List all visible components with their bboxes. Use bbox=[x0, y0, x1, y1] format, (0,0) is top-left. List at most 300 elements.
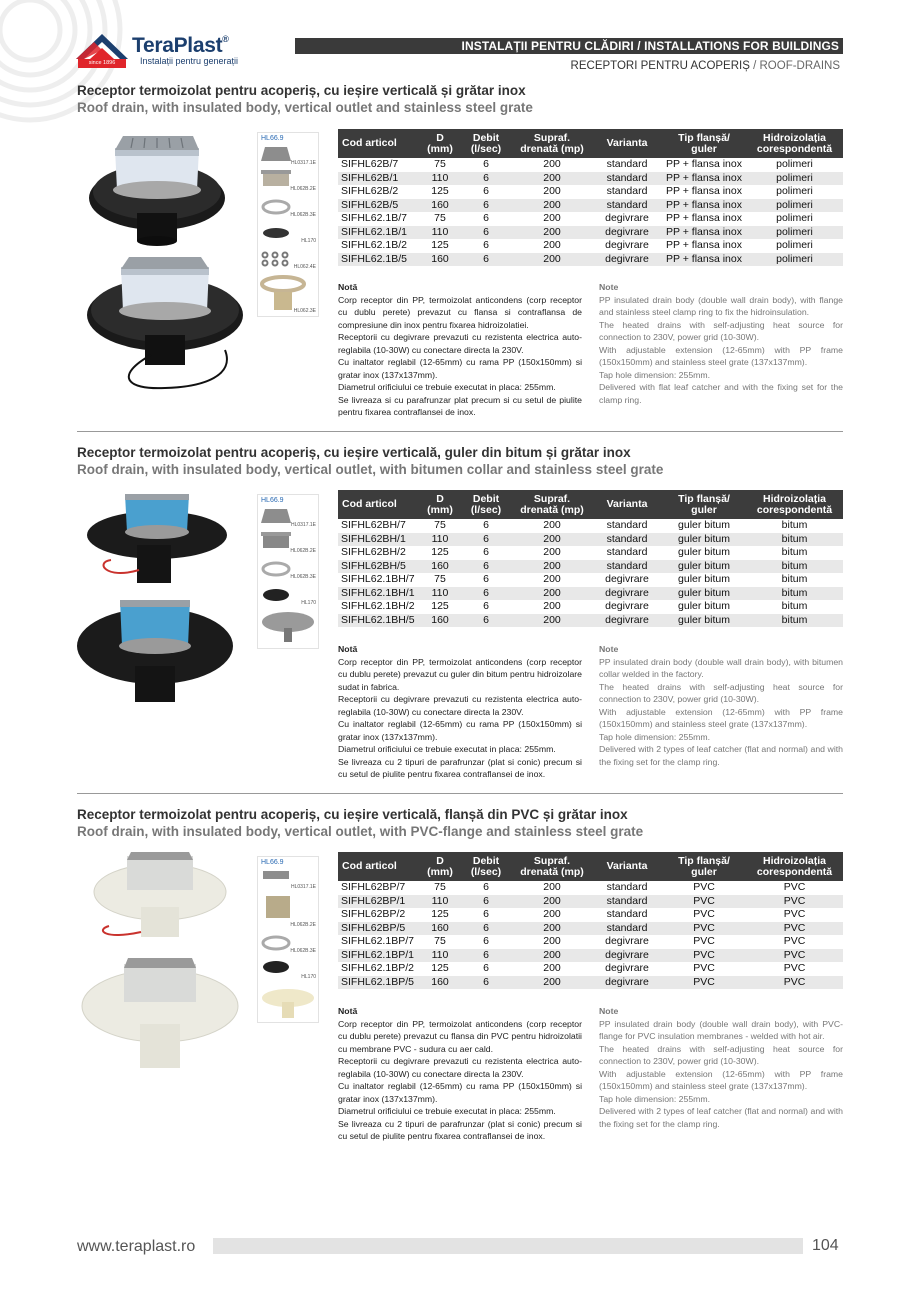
cell-suprafata: 200 bbox=[512, 922, 592, 936]
cell-varianta: standard bbox=[592, 533, 662, 547]
cell-debit: 6 bbox=[460, 199, 512, 213]
cell-suprafata: 200 bbox=[512, 253, 592, 267]
note-ro-1 bbox=[338, 281, 582, 419]
table-header-row bbox=[338, 852, 843, 881]
cell-d: 110 bbox=[420, 895, 460, 909]
cell-d: 75 bbox=[434, 158, 446, 170]
cell-debit: 6 bbox=[483, 239, 489, 251]
cell-hidroizolatia: PVC bbox=[783, 908, 806, 920]
thumb-leaf-catcher: HL170 bbox=[258, 956, 318, 982]
cell-tip-flansa: PP + flansa inox bbox=[666, 239, 742, 251]
col-varianta: Varianta bbox=[592, 852, 662, 881]
cell-cod-articol: SIFHL62B/5 bbox=[338, 199, 420, 213]
cell-hidroizolatia: bitum bbox=[781, 519, 808, 531]
cell-varianta: degivrare bbox=[592, 976, 662, 990]
spec-table-1 bbox=[338, 129, 843, 266]
note-line: Diametrul orificiului ce trebuie executat in placa: 255mm. bbox=[338, 1106, 556, 1116]
cell-varianta: degivrare bbox=[605, 935, 649, 947]
cell-debit: 6 bbox=[483, 158, 489, 170]
col-cod-articol: Cod articol bbox=[338, 490, 420, 519]
cell-hidroizolatia: polimeri bbox=[776, 185, 813, 197]
note-line: Tap hole dimension: 255mm. bbox=[599, 369, 711, 380]
cell-cod-articol: SIFHL62.1BH/5 bbox=[338, 614, 420, 628]
cell-debit: 6 bbox=[460, 253, 512, 267]
col-tip-flansa: Tip flanșă/ guler bbox=[662, 490, 746, 519]
note-ro-3 bbox=[338, 1005, 582, 1143]
cell-suprafata: 200 bbox=[512, 172, 592, 186]
cell-tip-flansa: guler bitum bbox=[678, 519, 730, 531]
cell-tip-flansa: PVC bbox=[662, 949, 746, 963]
section-divider bbox=[77, 431, 843, 432]
cell-debit: 6 bbox=[460, 895, 512, 909]
cell-varianta: standard bbox=[606, 546, 648, 558]
cell-varianta: standard bbox=[592, 922, 662, 936]
cell-varianta: standard bbox=[606, 881, 648, 893]
table-row bbox=[338, 976, 843, 990]
thumb-ring: HL062B.3E bbox=[258, 194, 318, 220]
section-title-en: Roof drain, with insulated body, vertical outlet, with bitumen collar and stainless steel grate bbox=[77, 462, 664, 477]
product-photo-drain-bitumen-small bbox=[85, 490, 235, 590]
note-line: Se livreaza cu 2 tipuri de parafrunzar (plat si conic) precum si cu setul de piulite pentru fixarea contraflansei de inox. bbox=[338, 1118, 582, 1141]
cell-d: 110 bbox=[420, 949, 460, 963]
cell-varianta: standard bbox=[606, 519, 648, 531]
spec-table-3 bbox=[338, 852, 843, 989]
cell-hidroizolatia: PVC bbox=[783, 962, 806, 974]
cell-cod-articol: SIFHL62B/7 bbox=[341, 158, 399, 170]
cell-cod-articol: SIFHL62BH/5 bbox=[338, 560, 420, 574]
product-photo-drain-pvc-small bbox=[85, 852, 235, 952]
cell-varianta: degivrare bbox=[592, 614, 662, 628]
col-varianta: Varianta bbox=[592, 490, 662, 519]
cell-tip-flansa: guler bitum bbox=[678, 546, 730, 558]
cell-hidroizolatia: PVC bbox=[746, 949, 843, 963]
note-heading: Note bbox=[599, 282, 619, 292]
cell-tip-flansa: PVC bbox=[662, 922, 746, 936]
table-row bbox=[338, 895, 843, 909]
col-suprafata: Supraf. drenată (mp) bbox=[512, 852, 592, 881]
cell-tip-flansa: PP + flansa inox bbox=[662, 199, 746, 213]
cell-hidroizolatia: PVC bbox=[783, 935, 806, 947]
cell-suprafata: 200 bbox=[512, 226, 592, 240]
cell-debit: 6 bbox=[460, 172, 512, 186]
cell-hidroizolatia: bitum bbox=[746, 587, 843, 601]
note-line: Delivered with 2 types of leaf catcher (flat and normal) and with the fixing set for the clamp ring. bbox=[599, 744, 843, 767]
cell-d: 125 bbox=[431, 239, 449, 251]
section-title-3 bbox=[77, 807, 843, 839]
table-row bbox=[338, 587, 843, 601]
table-header-row bbox=[338, 490, 843, 519]
cell-varianta: degivrare bbox=[592, 253, 662, 267]
cell-suprafata: 200 bbox=[543, 935, 561, 947]
accessory-thumbnails-1 bbox=[257, 132, 319, 317]
note-line: Corp receptor din PP, termoizolat anticondens (corp receptor cu dublu perete) prevazut cu flansa din PVC pentru hidroizolatii cu membrane PVC - sudura cu aer cald. bbox=[338, 1018, 582, 1054]
cell-cod-articol: SIFHL62.1BP/5 bbox=[338, 976, 420, 990]
col-tip-flansa: Tip flanșă/ guler bbox=[662, 129, 746, 158]
cell-tip-flansa: PVC bbox=[693, 881, 715, 893]
cell-varianta: degivrare bbox=[592, 587, 662, 601]
note-heading: Notă bbox=[338, 282, 358, 292]
cell-debit: 6 bbox=[460, 614, 512, 628]
cell-cod-articol: SIFHL62.1BH/2 bbox=[341, 600, 415, 612]
cell-cod-articol: SIFHL62BH/1 bbox=[338, 533, 420, 547]
cell-debit: 6 bbox=[483, 546, 489, 558]
thumb-grate: HL0317.1E bbox=[258, 142, 318, 168]
col-d: D (mm) bbox=[420, 129, 460, 158]
thumb-group-label: HL66.9 bbox=[261, 135, 284, 142]
cell-debit: 6 bbox=[460, 560, 512, 574]
table-row bbox=[338, 239, 843, 253]
col-debit: Debit (l/sec) bbox=[460, 852, 512, 881]
note-line: Se livreaza si cu parafrunzar plat precum si cu setul de piulite pentru fixarea contraflansei de inox. bbox=[338, 394, 582, 417]
cell-tip-flansa: PP + flansa inox bbox=[666, 212, 742, 224]
cell-cod-articol: SIFHL62.1BH/7 bbox=[341, 573, 415, 585]
note-ro-2 bbox=[338, 643, 582, 781]
cell-suprafata: 200 bbox=[543, 239, 561, 251]
cell-debit: 6 bbox=[483, 600, 489, 612]
note-en-2 bbox=[599, 643, 843, 768]
thumb-grate: HL0317.1E bbox=[258, 866, 318, 892]
cell-varianta: standard bbox=[606, 908, 648, 920]
cell-tip-flansa: PVC bbox=[662, 895, 746, 909]
table-row bbox=[338, 600, 843, 614]
section-title-ro: Receptor termoizolat pentru acoperiș, cu ieșire verticală, flanșă din PVC și grătar inox bbox=[77, 807, 628, 822]
cell-tip-flansa: guler bitum bbox=[662, 587, 746, 601]
note-line: Receptorii cu degivrare prevazuti cu rezistenta electrica auto-reglabila (10-30W) cu conectare directa la 230V. bbox=[338, 694, 582, 717]
cell-d: 110 bbox=[420, 533, 460, 547]
table-row bbox=[338, 533, 843, 547]
cell-varianta: standard bbox=[592, 560, 662, 574]
cell-tip-flansa: guler bitum bbox=[662, 560, 746, 574]
cell-d: 75 bbox=[434, 935, 446, 947]
col-d: D (mm) bbox=[420, 852, 460, 881]
cell-suprafata: 200 bbox=[543, 573, 561, 585]
cell-hidroizolatia: polimeri bbox=[746, 253, 843, 267]
cell-debit: 6 bbox=[483, 519, 489, 531]
cell-debit: 6 bbox=[460, 949, 512, 963]
cell-suprafata: 200 bbox=[512, 895, 592, 909]
cell-cod-articol: SIFHL62BP/1 bbox=[338, 895, 420, 909]
col-cod-articol: Cod articol bbox=[338, 129, 420, 158]
table-row bbox=[338, 158, 843, 172]
note-heading: Note bbox=[599, 644, 619, 654]
cell-tip-flansa: guler bitum bbox=[678, 573, 730, 585]
table-row bbox=[338, 560, 843, 574]
cell-hidroizolatia: polimeri bbox=[746, 226, 843, 240]
cell-d: 110 bbox=[420, 587, 460, 601]
note-line: PP insulated drain body (double wall drain body), with PVC-flange for PVC insulation membranes - welded with hot air. bbox=[599, 1018, 843, 1041]
note-line: Tap hole dimension: 255mm. bbox=[599, 731, 711, 742]
cell-suprafata: 200 bbox=[543, 546, 561, 558]
note-line: With adjustable extension (12-65mm) with PP frame (150x150mm) and stainless steel grate (137x137mm). bbox=[599, 706, 843, 729]
cell-cod-articol: SIFHL62.1BP/1 bbox=[338, 949, 420, 963]
thumb-ring: HL062B.3E bbox=[258, 556, 318, 582]
cell-suprafata: 200 bbox=[512, 560, 592, 574]
table-row bbox=[338, 908, 843, 922]
col-suprafata: Supraf. drenată (mp) bbox=[512, 490, 592, 519]
cell-hidroizolatia: bitum bbox=[746, 560, 843, 574]
note-line: Tap hole dimension: 255mm. bbox=[599, 1093, 711, 1104]
cell-varianta: degivrare bbox=[605, 573, 649, 585]
cell-d: 160 bbox=[420, 253, 460, 267]
cell-hidroizolatia: polimeri bbox=[776, 212, 813, 224]
cell-hidroizolatia: polimeri bbox=[746, 199, 843, 213]
table-row bbox=[338, 935, 843, 949]
cell-varianta: degivrare bbox=[605, 962, 649, 974]
cell-hidroizolatia: PVC bbox=[746, 895, 843, 909]
cell-d: 75 bbox=[434, 519, 446, 531]
cell-cod-articol: SIFHL62B/1 bbox=[338, 172, 420, 186]
note-line: The heated drains with self-adjusting heat source for connection to 230V, power grid (10-30W). bbox=[599, 319, 843, 342]
cell-cod-articol: SIFHL62.1BH/1 bbox=[338, 587, 420, 601]
cell-hidroizolatia: polimeri bbox=[746, 172, 843, 186]
note-line: Corp receptor din PP, termoizolat anticondens (corp receptor cu dublu perete) prevazut cu guler din bitum pentru hidroizolare sudat in fabrica. bbox=[338, 656, 582, 692]
cell-varianta: standard bbox=[606, 185, 648, 197]
logo-brand-name: TeraPlast® bbox=[132, 34, 229, 57]
table-header-row bbox=[338, 129, 843, 158]
cell-hidroizolatia: PVC bbox=[746, 976, 843, 990]
thumb-extension: HL062B.2E bbox=[258, 168, 318, 194]
section-divider bbox=[77, 793, 843, 794]
note-en-1 bbox=[599, 281, 843, 406]
col-hidroizolatia: Hidroizolația corespondentă bbox=[746, 490, 843, 519]
cell-d: 160 bbox=[420, 922, 460, 936]
cell-tip-flansa: PVC bbox=[693, 908, 715, 920]
cell-debit: 6 bbox=[460, 922, 512, 936]
cell-d: 110 bbox=[420, 172, 460, 186]
cell-cod-articol: SIFHL62BP/2 bbox=[341, 908, 406, 920]
cell-tip-flansa: PVC bbox=[693, 935, 715, 947]
note-line: Delivered with 2 types of leaf catcher (flat and normal) and with the fixing set for the clamp ring. bbox=[599, 1106, 843, 1129]
cell-d: 160 bbox=[420, 614, 460, 628]
footer-bar bbox=[213, 1238, 803, 1254]
table-row bbox=[338, 199, 843, 213]
thumb-extension: HL062B.2E bbox=[258, 530, 318, 556]
logo-roof-icon bbox=[76, 34, 128, 59]
thumb-extension: HL062B.2E bbox=[258, 892, 318, 930]
cell-cod-articol: SIFHL62.1B/7 bbox=[341, 212, 407, 224]
col-debit: Debit (l/sec) bbox=[460, 490, 512, 519]
cell-cod-articol: SIFHL62BH/7 bbox=[341, 519, 406, 531]
thumb-clamp-ring: HL062.3E bbox=[258, 272, 318, 316]
cell-cod-articol: SIFHL62.1B/1 bbox=[338, 226, 420, 240]
cell-tip-flansa: PP + flansa inox bbox=[662, 226, 746, 240]
note-en-3 bbox=[599, 1005, 843, 1130]
note-line: Se livreaza cu 2 tipuri de parafrunzar (plat si conic) precum si cu setul de piulite pentru fixarea contraflansei de inox. bbox=[338, 756, 582, 779]
cell-suprafata: 200 bbox=[543, 600, 561, 612]
thumb-group-label: HL66.9 bbox=[261, 859, 284, 866]
table-row bbox=[338, 546, 843, 560]
cell-suprafata: 200 bbox=[512, 533, 592, 547]
note-line: PP insulated drain body (double wall drain body), with flange and stainless steel clamp ring to fix the hidroinsulation. bbox=[599, 294, 843, 317]
cell-cod-articol: SIFHL62BP/5 bbox=[338, 922, 420, 936]
table-row bbox=[338, 962, 843, 976]
logo-tagline: Instalații pentru generații bbox=[140, 56, 239, 66]
cell-varianta: degivrare bbox=[605, 212, 649, 224]
col-d: D (mm) bbox=[420, 490, 460, 519]
cell-cod-articol: SIFHL62B/2 bbox=[341, 185, 399, 197]
cell-tip-flansa: guler bitum bbox=[678, 600, 730, 612]
cell-debit: 6 bbox=[483, 908, 489, 920]
cell-hidroizolatia: bitum bbox=[781, 546, 808, 558]
product-photo-drain-bitumen-heated bbox=[75, 596, 235, 706]
product-photo-drain-steel-flange-small bbox=[85, 128, 235, 248]
cell-debit: 6 bbox=[460, 533, 512, 547]
note-heading: Notă bbox=[338, 644, 358, 654]
table-row bbox=[338, 212, 843, 226]
cell-d: 160 bbox=[420, 560, 460, 574]
cell-suprafata: 200 bbox=[512, 587, 592, 601]
cell-hidroizolatia: bitum bbox=[781, 573, 808, 585]
cell-debit: 6 bbox=[460, 976, 512, 990]
cell-tip-flansa: guler bitum bbox=[662, 614, 746, 628]
cell-cod-articol: SIFHL62.1B/2 bbox=[341, 239, 407, 251]
cell-suprafata: 200 bbox=[512, 949, 592, 963]
note-line: Cu inaltator reglabil (12-65mm) cu rama PP (150x150mm) si gratar inox (137x137mm). bbox=[338, 357, 582, 380]
cell-debit: 6 bbox=[460, 226, 512, 240]
thumb-leaf-catcher: HL170 bbox=[258, 220, 318, 246]
cell-varianta: degivrare bbox=[605, 239, 649, 251]
cell-d: 160 bbox=[420, 976, 460, 990]
note-line: The heated drains with self-adjusting heat source for connection to 230V, power grid (10-30W). bbox=[599, 1043, 843, 1066]
cell-d: 110 bbox=[420, 226, 460, 240]
spec-table-2 bbox=[338, 490, 843, 627]
table-row bbox=[338, 185, 843, 199]
cell-d: 75 bbox=[434, 212, 446, 224]
cell-tip-flansa: PP + flansa inox bbox=[666, 158, 742, 170]
cell-varianta: standard bbox=[606, 158, 648, 170]
cell-hidroizolatia: bitum bbox=[746, 533, 843, 547]
cell-suprafata: 200 bbox=[512, 199, 592, 213]
cell-d: 160 bbox=[420, 199, 460, 213]
col-tip-flansa: Tip flanșă/ guler bbox=[662, 852, 746, 881]
note-heading: Note bbox=[599, 1006, 619, 1016]
cell-tip-flansa: PP + flansa inox bbox=[666, 185, 742, 197]
cell-tip-flansa: PP + flansa inox bbox=[662, 253, 746, 267]
cell-tip-flansa: PVC bbox=[662, 976, 746, 990]
thumb-grate: HL0317.1E bbox=[258, 504, 318, 530]
cell-tip-flansa: guler bitum bbox=[662, 533, 746, 547]
cell-debit: 6 bbox=[483, 881, 489, 893]
header-category-bar: INSTALAȚII PENTRU CLĂDIRI / INSTALLATIONS FOR BUILDINGS bbox=[295, 38, 843, 54]
col-suprafata: Supraf. drenată (mp) bbox=[512, 129, 592, 158]
cell-suprafata: 200 bbox=[543, 881, 561, 893]
cell-varianta: standard bbox=[592, 895, 662, 909]
cell-d: 75 bbox=[434, 573, 446, 585]
table-row bbox=[338, 949, 843, 963]
cell-cod-articol: SIFHL62BP/7 bbox=[341, 881, 406, 893]
col-varianta: Varianta bbox=[592, 129, 662, 158]
cell-d: 75 bbox=[434, 881, 446, 893]
header-subcategory: RECEPTORI PENTRU ACOPERIȘ / ROOF-DRAINS bbox=[570, 60, 840, 72]
col-debit: Debit (l/sec) bbox=[460, 129, 512, 158]
cell-suprafata: 200 bbox=[543, 212, 561, 224]
cell-suprafata: 200 bbox=[543, 158, 561, 170]
cell-suprafata: 200 bbox=[543, 962, 561, 974]
cell-cod-articol: SIFHL62.1B/5 bbox=[338, 253, 420, 267]
cell-suprafata: 200 bbox=[512, 976, 592, 990]
cell-debit: 6 bbox=[483, 185, 489, 197]
note-line: Diametrul orificiului ce trebuie executat in placa: 255mm. bbox=[338, 744, 556, 754]
cell-suprafata: 200 bbox=[543, 908, 561, 920]
thumb-group-label: HL66.9 bbox=[261, 497, 284, 504]
cell-varianta: standard bbox=[592, 199, 662, 213]
cell-hidroizolatia: polimeri bbox=[776, 158, 813, 170]
note-line: Cu inaltator reglabil (12-65mm) cu rama PP (150x150mm) si gratar inox (137x137mm). bbox=[338, 719, 582, 742]
note-line: PP insulated drain body (double wall drain body), with bitumen collar welded in the factory. bbox=[599, 656, 843, 679]
cell-d: 125 bbox=[431, 185, 449, 197]
cell-d: 125 bbox=[431, 962, 449, 974]
cell-hidroizolatia: PVC bbox=[746, 922, 843, 936]
note-line: Receptorii cu degivrare prevazuti cu rezistenta electrica auto-reglabila (10-30W) cu conectare directa la 230V. bbox=[338, 1056, 582, 1079]
cell-d: 125 bbox=[431, 600, 449, 612]
note-line: The heated drains with self-adjusting heat source for connection to 230V, power grid (10-30W). bbox=[599, 681, 843, 704]
cell-hidroizolatia: bitum bbox=[781, 600, 808, 612]
logo-since: since 1896 bbox=[78, 59, 126, 68]
cell-varianta: degivrare bbox=[605, 600, 649, 612]
thumb-leaf-catcher: HL170 bbox=[258, 582, 318, 608]
table-row bbox=[338, 614, 843, 628]
cell-suprafata: 200 bbox=[543, 185, 561, 197]
note-line: Delivered with flat leaf catcher and with the fixing set for the clamp ring. bbox=[599, 382, 843, 405]
product-photo-drain-steel-flange-heated bbox=[85, 255, 245, 395]
accessory-thumbnails-2 bbox=[257, 494, 319, 649]
note-line: Corp receptor din PP, termoizolat anticondens (corp receptor cu dublu perete) prevazut cu flansa si contraflansa de compresiune din inox pentru fixarea hidroizolatiei. bbox=[338, 294, 582, 330]
page-number: 104 bbox=[812, 1237, 839, 1254]
teraplast-logo[interactable] bbox=[76, 34, 246, 68]
note-line: With adjustable extension (12-65mm) with PP frame (150x150mm) and stainless steel grate (137x137mm). bbox=[599, 344, 843, 367]
section-title-en: Roof drain, with insulated body, vertical outlet, with PVC-flange and stainless steel grate bbox=[77, 824, 644, 839]
cell-tip-flansa: PVC bbox=[693, 962, 715, 974]
cell-tip-flansa: PP + flansa inox bbox=[662, 172, 746, 186]
accessory-thumbnails-3 bbox=[257, 856, 319, 1023]
section-title-ro: Receptor termoizolat pentru acoperiș, cu ieșire verticală, guler din bitum și grătar inox bbox=[77, 445, 631, 460]
cell-hidroizolatia: polimeri bbox=[776, 239, 813, 251]
cell-d: 125 bbox=[431, 908, 449, 920]
cell-hidroizolatia: PVC bbox=[783, 881, 806, 893]
section-title-1 bbox=[77, 83, 843, 115]
cell-cod-articol: SIFHL62BH/2 bbox=[341, 546, 406, 558]
cell-suprafata: 200 bbox=[512, 614, 592, 628]
thumb-ring: HL062B.3E bbox=[258, 930, 318, 956]
thumb-pvc-flange bbox=[258, 982, 318, 1022]
cell-suprafata: 200 bbox=[543, 519, 561, 531]
cell-hidroizolatia: bitum bbox=[746, 614, 843, 628]
cell-cod-articol: SIFHL62.1BP/7 bbox=[341, 935, 414, 947]
cell-debit: 6 bbox=[483, 935, 489, 947]
table-row bbox=[338, 519, 843, 533]
note-line: Cu inaltator reglabil (12-65mm) cu rama PP (150x150mm) si gratar inox (137x137mm). bbox=[338, 1081, 582, 1104]
product-photo-drain-pvc-heated bbox=[80, 958, 240, 1078]
section-title-en: Roof drain, with insulated body, vertical outlet and stainless steel grate bbox=[77, 100, 533, 115]
footer-website-link[interactable]: www.teraplast.ro bbox=[77, 1238, 196, 1255]
section-title-2 bbox=[77, 445, 843, 477]
table-row bbox=[338, 573, 843, 587]
cell-debit: 6 bbox=[483, 573, 489, 585]
table-row bbox=[338, 922, 843, 936]
cell-varianta: standard bbox=[592, 172, 662, 186]
thumb-flat-leaf-catcher bbox=[258, 608, 318, 648]
cell-d: 125 bbox=[431, 546, 449, 558]
cell-debit: 6 bbox=[483, 212, 489, 224]
note-line: Diametrul orificiului ce trebuie executat in placa: 255mm. bbox=[338, 382, 556, 392]
table-row bbox=[338, 172, 843, 186]
note-heading: Notă bbox=[338, 1006, 358, 1016]
col-hidroizolatia: Hidroizolația corespondentă bbox=[746, 129, 843, 158]
cell-cod-articol: SIFHL62.1BP/2 bbox=[341, 962, 414, 974]
note-line: With adjustable extension (12-65mm) with PP frame (150x150mm) and stainless steel grate (137x137mm). bbox=[599, 1068, 843, 1091]
col-cod-articol: Cod articol bbox=[338, 852, 420, 881]
cell-varianta: degivrare bbox=[592, 226, 662, 240]
